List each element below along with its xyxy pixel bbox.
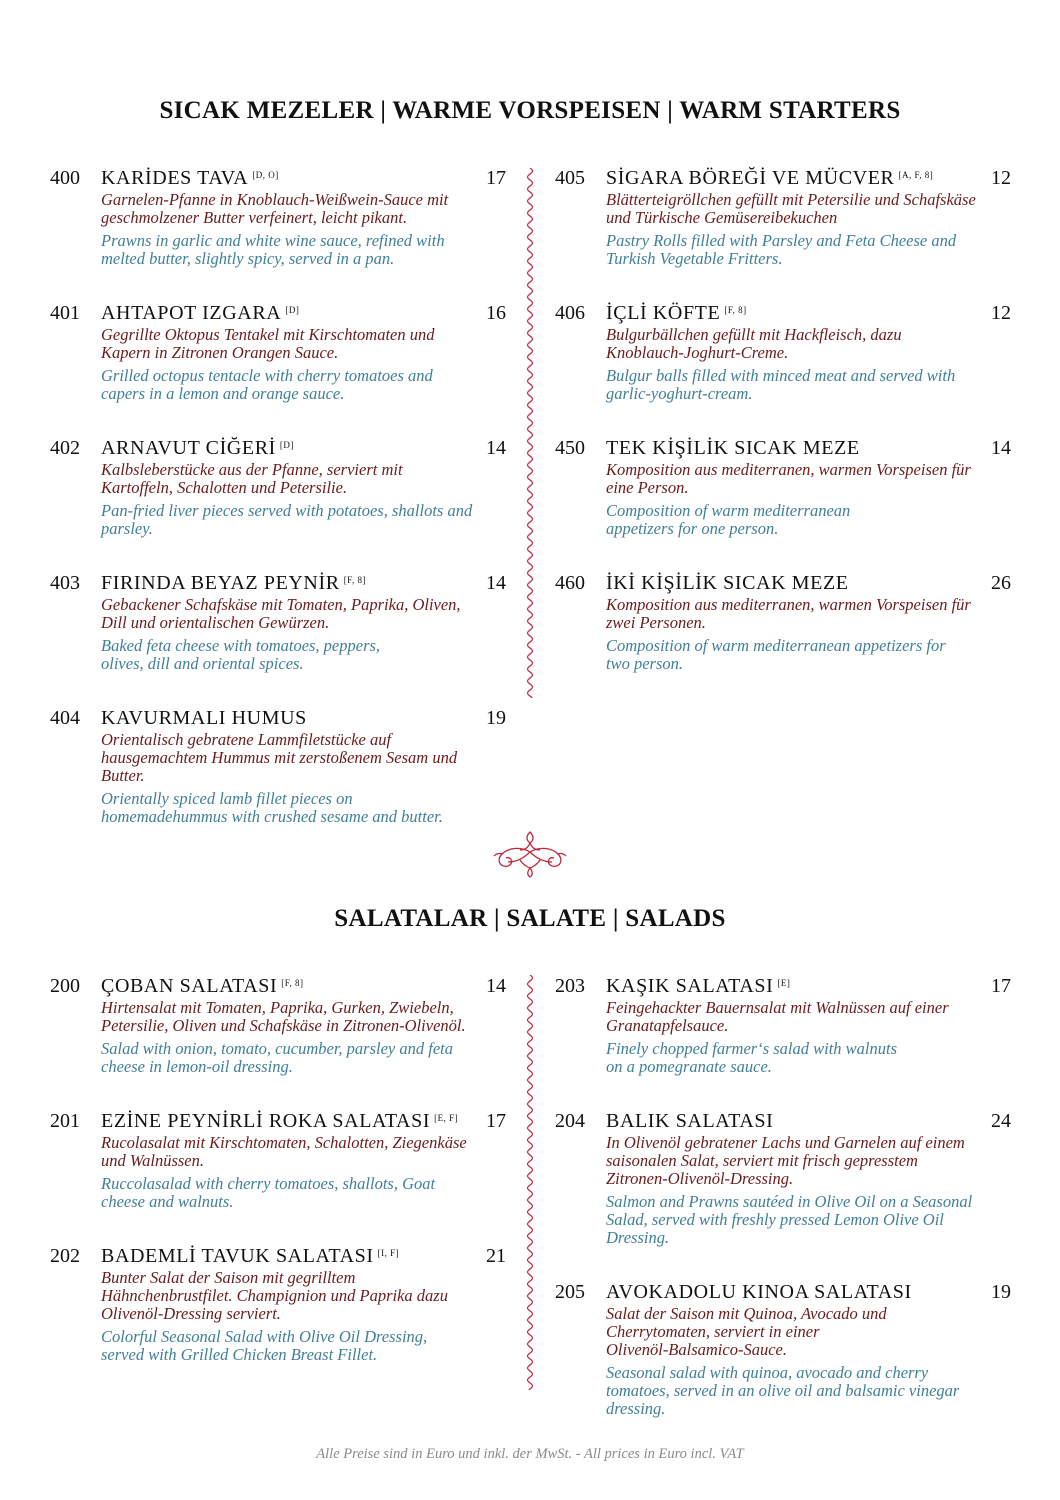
item-name-text: İÇLİ KÖFTE (606, 302, 721, 324)
english-line: served with Grilled Chicken Breast Fillet. (101, 1345, 378, 1364)
german-description (101, 1269, 448, 1323)
item-name (606, 167, 933, 190)
german-line: Hähnchenbrustfilet. Champignion und Paprika dazu (101, 1286, 448, 1305)
english-line: tomatoes, served in an olive oil and balsamic vinegar (606, 1381, 960, 1400)
item-name-text: KAVURMALI HUMUS (101, 707, 307, 729)
german-description (606, 999, 949, 1035)
english-line: Salad with onion, tomato, cucumber, parsley and feta (101, 1039, 453, 1058)
item-price: 17 (486, 1110, 506, 1132)
english-description (606, 367, 955, 403)
item-number: 406 (555, 302, 585, 324)
english-line: Salmon and Prawns sautéed in Olive Oil on a Seasonal (606, 1192, 973, 1211)
english-line: Baked feta cheese with tomatoes, peppers, (101, 636, 381, 655)
english-description (606, 502, 850, 538)
english-line: capers in a lemon and orange sauce. (101, 384, 345, 403)
item-number: 404 (50, 707, 80, 729)
item-number: 403 (50, 572, 80, 594)
item-name-text: TEK KİŞİLİK SICAK MEZE (606, 437, 860, 459)
item-name (606, 1281, 912, 1304)
ornament-flourish-icon (490, 830, 570, 880)
english-description (606, 232, 956, 268)
item-name-text: KARİDES TAVA (101, 167, 249, 189)
english-description (101, 502, 472, 538)
german-line: und Türkische Gemüsereibekuchen (606, 208, 838, 227)
german-description (606, 1134, 965, 1188)
english-line: Pastry Rolls filled with Parsley and Feta Cheese and (606, 231, 957, 250)
item-name-text: FIRINDA BEYAZ PEYNİR (101, 572, 340, 594)
warm-left-column (50, 167, 506, 827)
allergen-codes: [D] (279, 440, 294, 450)
german-line: Gegrillte Oktopus Tentakel mit Kirschtomaten und (101, 325, 435, 344)
item-name (606, 437, 860, 460)
item-name (101, 1245, 399, 1268)
english-description (101, 367, 433, 403)
item-number: 401 (50, 302, 80, 324)
german-line: Olivenöl-Dressing serviert. (101, 1304, 281, 1323)
item-price: 17 (486, 167, 506, 189)
allergen-codes: [D, O] (252, 170, 279, 180)
item-price: 19 (991, 1281, 1011, 1303)
english-line: cheese in lemon-oil dressing. (101, 1057, 293, 1076)
item-price: 24 (991, 1110, 1011, 1132)
english-line: two person. (606, 654, 684, 673)
english-description (101, 232, 445, 268)
german-line: Komposition aus mediterranen, warmen Vorspeisen für (606, 595, 971, 614)
item-price: 17 (991, 975, 1011, 997)
warm-divider-wave (520, 168, 540, 698)
english-line: dressing. (606, 1399, 666, 1418)
item-name-text: EZİNE PEYNİRLİ ROKA SALATASI (101, 1110, 431, 1132)
english-description (101, 1175, 435, 1211)
salads-title: SALATALAR | SALATE | SALADS (334, 905, 726, 932)
item-name (606, 572, 849, 595)
german-line: Knoblauch-Joghurt-Creme. (606, 343, 789, 362)
german-line: saisonalen Salat, serviert mit frisch gepresstem (606, 1151, 918, 1170)
item-name (101, 707, 307, 730)
price-note-footer: Alle Preise sind in Euro und inkl. der MwSt. - All prices in Euro incl. VAT (316, 1446, 744, 1462)
english-line: cheese and walnuts. (101, 1192, 234, 1211)
allergen-codes: [E, F] (434, 1113, 459, 1123)
english-line: parsley. (101, 519, 153, 538)
english-description (101, 790, 443, 826)
german-line: Gebackener Schafskäse mit Tomaten, Paprika, Oliven, (101, 595, 461, 614)
german-description (606, 596, 971, 632)
item-number: 201 (50, 1110, 80, 1132)
english-line: Finely chopped farmer‘s salad with walnuts (606, 1039, 898, 1058)
german-line: Komposition aus mediterranen, warmen Vorspeisen für (606, 460, 971, 479)
item-name (101, 572, 366, 595)
item-price: 12 (991, 167, 1011, 189)
item-price: 14 (486, 975, 506, 997)
german-description (101, 999, 466, 1035)
english-line: homemadehummus with crushed sesame and butter. (101, 807, 443, 826)
german-line: Bunter Salat der Saison mit gegrilltem (101, 1268, 356, 1287)
german-line: Kartoffeln, Schalotten und Petersilie. (101, 478, 348, 497)
allergen-codes: [I, F] (377, 1248, 400, 1258)
item-price: 16 (486, 302, 506, 324)
item-number: 205 (555, 1281, 585, 1303)
item-name (101, 167, 279, 190)
english-description (606, 1040, 897, 1076)
item-name-text: ARNAVUT CİĞERİ (101, 437, 276, 459)
german-description (101, 191, 448, 227)
english-line: Pan-fried liver pieces served with potatoes, shallots and (101, 501, 473, 520)
german-line: eine Person. (606, 478, 689, 497)
salads-divider-wave (520, 975, 540, 1390)
item-number: 202 (50, 1245, 80, 1267)
english-line: Seasonal salad with quinoa, avocado and cherry (606, 1363, 929, 1382)
salads-left-column (50, 975, 506, 1395)
german-line: Hirtensalat mit Tomaten, Paprika, Gurken, Zwiebeln, (101, 998, 454, 1017)
german-line: Kapern in Zitronen Orangen Sauce. (101, 343, 339, 362)
allergen-codes: [E] (777, 978, 791, 988)
german-line: Blätterteigröllchen gefüllt mit Petersilie und Schafskäse (606, 190, 976, 209)
german-line: Bulgurbällchen gefüllt mit Hackfleisch, dazu (606, 325, 902, 344)
allergen-codes: [D] (285, 305, 300, 315)
german-description (101, 326, 435, 362)
english-line: melted butter, slightly spicy, served in a pan. (101, 249, 395, 268)
item-number: 402 (50, 437, 80, 459)
german-line: Rucolasalat mit Kirschtomaten, Schalotten, Ziegenkäse (101, 1133, 467, 1152)
item-price: 19 (486, 707, 506, 729)
english-line: olives, dill and oriental spices. (101, 654, 304, 673)
english-line: Colorful Seasonal Salad with Olive Oil Dressing, (101, 1327, 428, 1346)
allergen-codes: [F, 8] (281, 978, 304, 988)
warm-right-column (555, 167, 1011, 687)
german-line: Feingehackter Bauernsalat mit Walnüssen auf einer (606, 998, 949, 1017)
german-line: Olivenöl-Balsamico-Sauce. (606, 1340, 787, 1359)
english-line: Composition of warm mediterranean (606, 501, 851, 520)
german-line: Salat der Saison mit Quinoa, Avocado und (606, 1304, 887, 1323)
german-line: Kalbsleberstücke aus der Pfanne, serviert mit (101, 460, 403, 479)
item-number: 400 (50, 167, 80, 189)
item-name (101, 975, 304, 998)
wave-line (528, 168, 533, 698)
german-line: Cherrytomaten, serviert in einer (606, 1322, 820, 1341)
german-line: und Walnüssen. (101, 1151, 204, 1170)
allergen-codes: [F, 8] (724, 305, 747, 315)
english-line: Composition of warm mediterranean appetizers for (606, 636, 946, 655)
item-name (101, 1110, 458, 1133)
allergen-codes: [F, 8] (343, 575, 366, 585)
item-name-text: AHTAPOT IZGARA (101, 302, 282, 324)
item-price: 12 (991, 302, 1011, 324)
english-line: Prawns in garlic and white wine sauce, refined with (101, 231, 445, 250)
german-line: Garnelen-Pfanne in Knoblauch-Weißwein-Sauce mit (101, 190, 449, 209)
german-line: Granatapfelsauce. (606, 1016, 729, 1035)
english-description (101, 637, 380, 673)
item-name (101, 437, 294, 460)
english-line: garlic-yoghurt-cream. (606, 384, 753, 403)
english-line: Bulgur balls filled with minced meat and served with (606, 366, 956, 385)
item-price: 21 (486, 1245, 506, 1267)
german-line: Butter. (101, 766, 145, 785)
english-line: Grilled octopus tentacle with cherry tomatoes and (101, 366, 433, 385)
item-name-text: AVOKADOLU KINOA SALATASI (606, 1281, 912, 1303)
item-number: 200 (50, 975, 80, 997)
item-number: 450 (555, 437, 585, 459)
english-description (606, 1364, 959, 1418)
english-line: Ruccolasalad with cherry tomatoes, shallots, Goat (101, 1174, 436, 1193)
german-description (101, 731, 457, 785)
item-name (606, 302, 747, 325)
english-description (101, 1040, 453, 1076)
german-description (101, 1134, 467, 1170)
german-description (606, 1305, 887, 1359)
german-description (606, 461, 971, 497)
item-name-text: BADEMLİ TAVUK SALATASI (101, 1245, 374, 1267)
german-line: Zitronen-Olivenöl-Dressing. (606, 1169, 794, 1188)
english-line: Turkish Vegetable Fritters. (606, 249, 783, 268)
item-name-text: KAŞIK SALATASI (606, 975, 774, 997)
english-line: Salad, served with freshly pressed Lemon Olive Oil (606, 1210, 944, 1229)
english-description (101, 1328, 427, 1364)
item-name (606, 1110, 773, 1133)
english-line: Orientally spiced lamb fillet pieces on (101, 789, 353, 808)
english-description (606, 1193, 972, 1247)
item-number: 460 (555, 572, 585, 594)
item-number: 405 (555, 167, 585, 189)
wave-line (528, 975, 533, 1390)
english-line: on a pomegranate sauce. (606, 1057, 772, 1076)
german-description (606, 191, 976, 227)
item-price: 26 (991, 572, 1011, 594)
salads-right-column (555, 975, 1011, 1425)
german-description (606, 326, 902, 362)
german-line: Orientalisch gebratene Lammfiletstücke auf (101, 730, 392, 749)
english-description (606, 637, 946, 673)
german-description (101, 596, 461, 632)
german-line: Petersilie, Oliven und Schafskäse in Zitronen-Olivenöl. (101, 1016, 466, 1035)
item-number: 203 (555, 975, 585, 997)
item-price: 14 (486, 437, 506, 459)
item-number: 204 (555, 1110, 585, 1132)
german-line: zwei Personen. (606, 613, 706, 632)
english-line: appetizers for one person. (606, 519, 779, 538)
warm-starters-title: SICAK MEZELER | WARME VORSPEISEN | WARM STARTERS (159, 97, 901, 124)
item-name-text: SİGARA BÖREĞİ VE MÜCVER (606, 167, 895, 189)
english-line: Dressing. (606, 1228, 670, 1247)
item-name-text: BALIK SALATASI (606, 1110, 774, 1132)
item-name (606, 975, 790, 998)
german-line: Dill und orientalischen Gewürzen. (101, 613, 330, 632)
german-line: geschmolzener Butter verfeinert, leicht pikant. (101, 208, 408, 227)
allergen-codes: [A, F, 8] (898, 170, 934, 180)
item-name-text: ÇOBAN SALATASI (101, 975, 278, 997)
item-name (101, 302, 299, 325)
item-price: 14 (486, 572, 506, 594)
item-price: 14 (991, 437, 1011, 459)
german-line: In Olivenöl gebratener Lachs und Garnelen auf einem (606, 1133, 965, 1152)
german-description (101, 461, 403, 497)
german-line: hausgemachtem Hummus mit zerstoßenem Sesam und (101, 748, 458, 767)
item-name-text: İKİ KİŞİLİK SICAK MEZE (606, 572, 849, 594)
